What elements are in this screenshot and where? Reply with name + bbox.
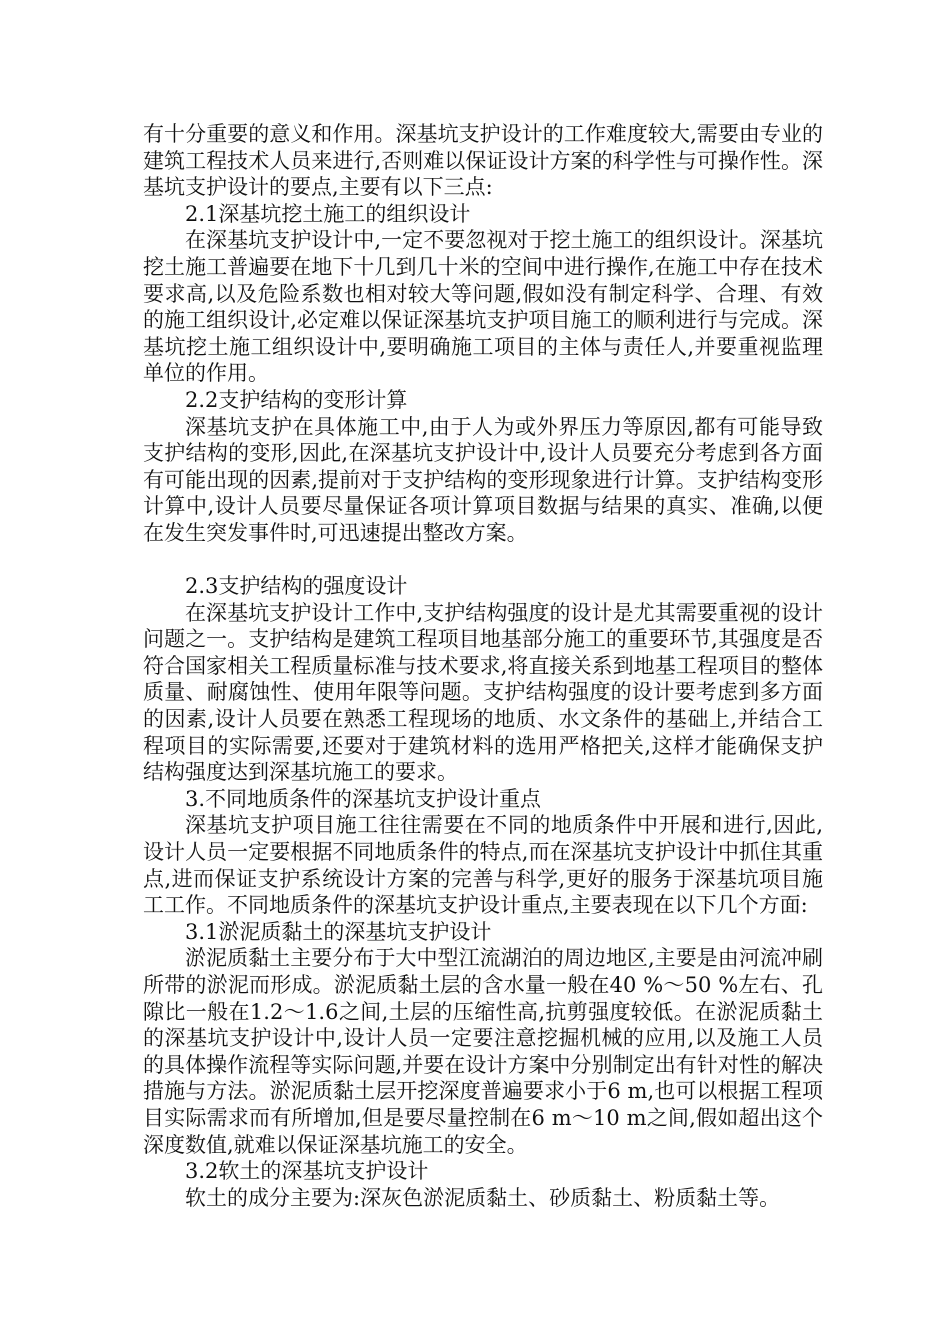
section-heading: 2.1深基坑挖土施工的组织设计: [185, 201, 471, 226]
section-heading: 2.3支护结构的强度设计: [185, 574, 408, 599]
document-page: [143, 121, 823, 1211]
body-paragraph: 有十分重要的意义和作用。深基坑支护设计的工作难度较大,需要由专业的建筑工程技术人员来进行,否则难以保证设计方案的科学性与可操作性。深基坑支护设计的要点,主要有以下三点:: [143, 122, 823, 200]
body-paragraph: 在深基坑支护设计工作中,支护结构强度的设计是尤其需要重视的设计问题之一。支护结构是建筑工程项目地基部分施工的重要环节,其强度是否符合国家相关工程质量标准与技术要求,将直接关系到地基工程项目的整体质量、耐腐蚀性、使用年限等问题。支护结构强度的设计要考虑到多方面的因素,设计人员要在熟悉工程现场的地质、水文条件的基础上,并结合工程项目的实际需要,还要对于建筑材料的选用严格把关,这样才能确保支护结构强度达到深基坑施工的要求。: [143, 600, 823, 785]
body-paragraph: 深基坑支护项目施工往往需要在不同的地质条件中开展和进行,因此,设计人员一定要根据不同地质条件的特点,而在深基坑支护设计中抓住其重点,进而保证支护系统设计方案的完善与科学,更好的服务于深基坑项目施工工作。不同地质条件的深基坑支护设计重点,主要表现在以下几个方面:: [143, 813, 823, 918]
body-paragraph: 淤泥质黏土主要分布于大中型江流湖泊的周边地区,主要是由河流冲刷所带的淤泥而形成。淤泥质黏土层的含水量一般在40 %～50 %左右、孔隙比一般在1.2～1.6之间,土层的压缩性高,抗剪强度较低。在淤泥质黏土的深基坑支护设计中,设计人员一定要注意挖掘机械的应用,以及施工人员的具体操作流程等实际问题,并要在设计方案中分别制定出有针对性的解决措施与方法。淤泥质黏土层开挖深度普遍要求小于6 m,也可以根据工程项目实际需求而有所增加,但是要尽量控制在6 m～10 m之间,假如超出这个深度数值,就难以保证深基坑施工的安全。: [143, 946, 823, 1157]
section-heading: 3.不同地质条件的深基坑支护设计重点: [185, 786, 542, 811]
section-heading: 2.2支护结构的变形计算: [185, 387, 408, 412]
body-paragraph: 在深基坑支护设计中,一定不要忽视对于挖土施工的组织设计。深基坑挖土施工普遍要在地下十几到几十米的空间中进行操作,在施工中存在技术要求高,以及危险系数也相对较大等问题,假如没有制定科学、合理、有效的施工组织设计,必定难以保证深基坑支护项目施工的顺利进行与完成。深基坑挖土施工组织设计中,要明确施工项目的主体与责任人,并要重视监理单位的作用。: [143, 228, 823, 386]
body-paragraph: 深基坑支护在具体施工中,由于人为或外界压力等原因,都有可能导致支护结构的变形,因此,在深基坑支护设计中,设计人员要充分考虑到各方面有可能出现的因素,提前对于支护结构的变形现象进行计算。支护结构变形计算中,设计人员要尽量保证各项计算项目数据与结果的真实、准确,以便在发生突发事件时,可迅速提出整改方案。: [143, 414, 823, 545]
body-paragraph: 软土的成分主要为:深灰色淤泥质黏土、砂质黏土、粉质黏土等。: [185, 1185, 781, 1210]
section-heading: 3.2软土的深基坑支护设计: [185, 1159, 429, 1184]
section-heading: 3.1淤泥质黏土的深基坑支护设计: [185, 919, 492, 944]
blank-line: [143, 547, 823, 574]
